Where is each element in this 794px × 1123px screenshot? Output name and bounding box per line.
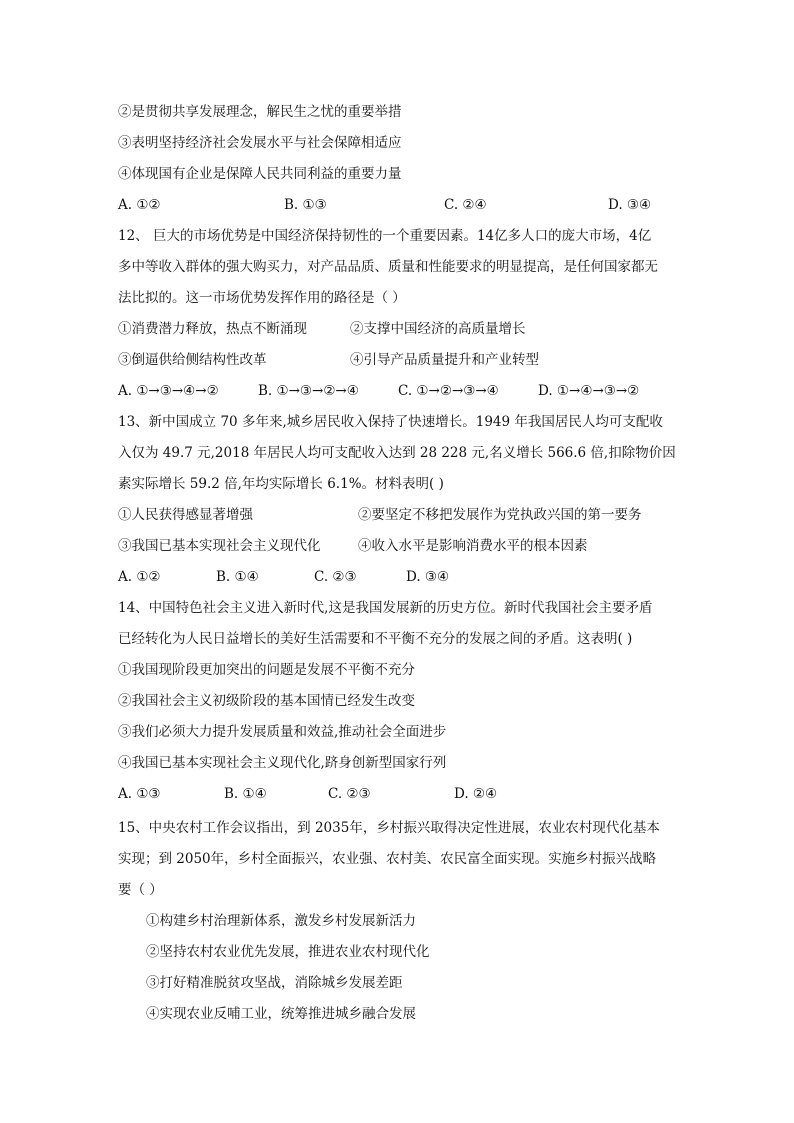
option-a[interactable]: A. ①② [118, 569, 161, 585]
option-d[interactable]: D. ③④ [406, 569, 450, 585]
answer-statement: ②坚持农村农业优先发展，推进农业农村现代化 [146, 944, 430, 960]
option-b[interactable]: B. ①④ [216, 569, 259, 585]
question-stem: 15、中央农村工作会议指出，到 2035年，乡村振兴取得决定性进展，农业农村现代化基本 [118, 820, 660, 836]
option-a[interactable]: A. ①→③→④→② [118, 383, 219, 399]
option-b[interactable]: B. ①③ [284, 197, 327, 213]
answer-statement: ③我们必须大力提升发展质量和效益,推动社会全面进步 [118, 724, 447, 740]
answer-statement: ②要坚定不移把发展作为党执政兴国的第一要务 [358, 507, 642, 523]
question-12 [118, 221, 678, 407]
option-c[interactable]: C. ②③ [314, 569, 357, 585]
choice-options [118, 190, 678, 221]
statement-row [118, 314, 678, 345]
answer-statement: ①我国现阶段更加突出的问题是发展不平衡不充分 [118, 662, 415, 678]
option-c[interactable]: C. ②③ [328, 786, 371, 802]
answer-statement: ②支撑中国经济的高质量增长 [350, 321, 526, 337]
choice-options [118, 376, 678, 407]
answer-statement: ④我国已基本实现社会主义现代化,跻身创新型国家行列 [118, 755, 447, 771]
option-d[interactable]: D. ③④ [608, 197, 652, 213]
question-11 [118, 97, 678, 221]
question-stem: 入仅为 49.7 元,2018 年居民人均可支配收入达到 28 228 元,名义增长 566.6 倍,扣除物价因 [118, 445, 676, 461]
statement-row [118, 345, 678, 376]
choice-options [118, 779, 678, 810]
question-stem: 14、中国特色社会主义进入新时代,这是我国发展新的历史方位。新时代我国社会主要矛盾 [118, 600, 653, 616]
answer-statement: ①构建乡村治理新体系，激发乡村发展新活力 [146, 913, 416, 929]
answer-statement: ①人民获得感显著增强 [118, 507, 253, 523]
option-c[interactable]: C. ②④ [444, 197, 487, 213]
question-14 [118, 593, 678, 810]
option-d[interactable]: D. ①→④→③→② [538, 383, 640, 399]
option-a[interactable]: A. ①③ [118, 786, 161, 802]
option-b[interactable]: B. ①→③→②→④ [258, 383, 359, 399]
answer-statement: ④收入水平是影响消费水平的根本因素 [358, 538, 588, 554]
question-stem: 法比拟的。这一市场优势发挥作用的路径是（ ） [118, 290, 406, 306]
question-stem: 多中等收入群体的强大购买力，对产品品质、质量和性能要求的明显提高，是任何国家都无 [118, 259, 658, 275]
answer-statement: ③表明坚持经济社会发展水平与社会保障相适应 [118, 135, 402, 151]
question-stem: 12、 巨大的市场优势是中国经济保持韧性的一个重要因素。14亿多人口的庞大市场，4亿 [118, 228, 652, 244]
answer-statement: ②是贯彻共享发展理念，解民生之忧的重要举措 [118, 104, 402, 120]
question-stem: 已经转化为人民日益增长的美好生活需要和不平衡不充分的发展之间的矛盾。这表明( ) [118, 631, 633, 647]
question-stem: 素实际增长 59.2 倍,年均实际增长 6.1%。材料表明( ) [118, 476, 444, 492]
option-b[interactable]: B. ①④ [224, 786, 267, 802]
answer-statement: ④引导产品质量提升和产业转型 [350, 352, 539, 368]
question-stem: 实现；到 2050年，乡村全面振兴，农业强、农村美、农民富全面实现。实施乡村振兴战略 [118, 851, 657, 867]
question-15 [118, 813, 678, 1030]
statement-row [118, 531, 678, 562]
statement-row [118, 500, 678, 531]
option-d[interactable]: D. ②④ [454, 786, 498, 802]
answer-statement: ④实现农业反哺工业，统筹推进城乡融合发展 [146, 1006, 416, 1022]
question-stem: 要（ ） [118, 882, 163, 898]
question-13 [118, 407, 678, 593]
answer-statement: ③我国已基本实现社会主义现代化 [118, 538, 321, 554]
answer-statement: ③倒逼供给侧结构性改革 [118, 352, 267, 368]
question-stem: 13、新中国成立 70 多年来,城乡居民收入保持了快速增长。1949 年我国居民人均可支配收 [118, 414, 663, 430]
option-a[interactable]: A. ①② [118, 197, 161, 213]
answer-statement: ③打好精准脱贫攻坚战，消除城乡发展差距 [146, 975, 403, 991]
answer-statement: ④体现国有企业是保障人民共同利益的重要力量 [118, 166, 402, 182]
option-c[interactable]: C. ①→②→③→④ [398, 383, 499, 399]
answer-statement: ①消费潜力释放，热点不断涌现 [118, 321, 307, 337]
answer-statement: ②我国社会主义初级阶段的基本国情已经发生改变 [118, 693, 415, 709]
choice-options [118, 562, 678, 593]
